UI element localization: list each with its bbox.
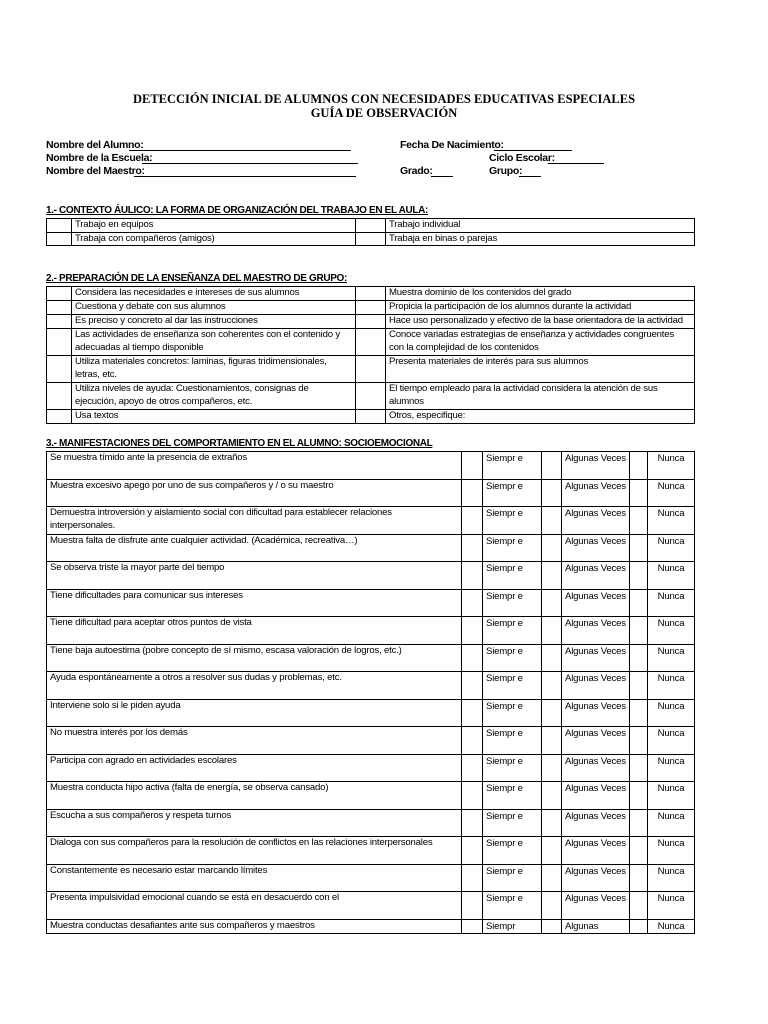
option-algunas-veces: Algunas Veces xyxy=(562,809,630,837)
option-label: Presenta materiales de interés para sus alumnos xyxy=(386,356,695,383)
behavior-label: Muestra excesivo apego por uno de sus compañeros y / o su maestro xyxy=(47,479,462,507)
option-nunca: Nunca xyxy=(648,479,695,507)
option-label: Considera las necesidades e intereses de sus alumnos xyxy=(72,287,356,301)
checkbox-cell[interactable] xyxy=(542,617,562,645)
checkbox-cell[interactable] xyxy=(542,754,562,782)
checkbox-cell[interactable] xyxy=(356,232,386,246)
behavior-label: No muestra interés por los demás xyxy=(47,727,462,755)
checkbox-cell[interactable] xyxy=(630,892,648,920)
option-siempre: Siempr e xyxy=(483,782,542,810)
option-label: Trabaja en binas o parejas xyxy=(386,232,695,246)
option-algunas-veces: Algunas Veces xyxy=(562,892,630,920)
checkbox-cell[interactable] xyxy=(462,507,483,535)
checkbox-cell[interactable] xyxy=(630,452,648,480)
option-nunca: Nunca xyxy=(648,837,695,865)
option-siempre: Siempr e xyxy=(483,892,542,920)
option-label: El tiempo empleado para la actividad considera la atención de sus alumnos xyxy=(386,383,695,410)
checkbox-cell[interactable] xyxy=(542,452,562,480)
behavior-label: Muestra falta de disfrute ante cualquier actividad. (Académica, recreativa…) xyxy=(47,534,462,562)
document-title: DETECCIÓN INICIAL DE ALUMNOS CON NECESIDADES EDUCATIVAS ESPECIALES xyxy=(132,92,636,106)
checkbox-cell[interactable] xyxy=(630,562,648,590)
checkbox-cell[interactable] xyxy=(462,562,483,590)
option-algunas-veces: Algunas Veces xyxy=(562,864,630,892)
checkbox-cell[interactable] xyxy=(462,644,483,672)
checkbox-cell[interactable] xyxy=(47,383,72,410)
table-row xyxy=(47,699,695,727)
checkbox-cell[interactable] xyxy=(542,809,562,837)
option-algunas-veces: Algunas Veces xyxy=(562,699,630,727)
birthdate-label: Fecha De Nacimiento: xyxy=(400,139,504,151)
option-nunca: Nunca xyxy=(648,672,695,700)
option-algunas-veces: Algunas Veces xyxy=(562,644,630,672)
option-label: Las actividades de enseñanza son coherentes con el contenido y adecuadas al tiempo disponible xyxy=(72,329,356,356)
option-nunca: Nunca xyxy=(648,617,695,645)
behavior-label: Demuestra introversión y aislamiento social con dificultad para establecer relaciones interpersonales. xyxy=(47,507,462,535)
table-row xyxy=(47,287,695,301)
table-row xyxy=(47,589,695,617)
option-label: Trabajo individual xyxy=(386,219,695,233)
option-algunas-veces: Algunas Veces xyxy=(562,452,630,480)
option-algunas-veces: Algunas Veces xyxy=(562,617,630,645)
checkbox-cell[interactable] xyxy=(47,329,72,356)
option-algunas-veces: Algunas xyxy=(562,919,630,934)
option-siempre: Siempr e xyxy=(483,754,542,782)
group-field[interactable] xyxy=(519,176,541,177)
option-siempre: Siempr e xyxy=(483,589,542,617)
student-name-label: Nombre del Alumno: xyxy=(46,139,144,151)
checkbox-cell[interactable] xyxy=(356,410,386,424)
table-row xyxy=(47,507,695,535)
document-subtitle: GUÍA DE OBSERVACIÓN xyxy=(310,106,458,120)
option-label: Conoce variadas estrategias de enseñanza y actividades congruentes con la complejidad de los contenidos xyxy=(386,329,695,356)
student-name-field[interactable] xyxy=(129,150,351,151)
teaching-preparation-table xyxy=(46,286,695,424)
option-algunas-veces: Algunas Veces xyxy=(562,754,630,782)
checkbox-cell[interactable] xyxy=(462,919,483,934)
checkbox-cell[interactable] xyxy=(356,356,386,383)
behavior-label: Interviene solo si le piden ayuda xyxy=(47,699,462,727)
table-row xyxy=(47,892,695,920)
table-row xyxy=(47,232,695,246)
table-row xyxy=(47,301,695,315)
option-label: Usa textos xyxy=(72,410,356,424)
checkbox-cell[interactable] xyxy=(542,644,562,672)
table-row xyxy=(47,315,695,329)
option-label: Utiliza niveles de ayuda: Cuestionamientos, consignas de ejecución, apoyo de otros compañeros, etc. xyxy=(72,383,356,410)
classroom-context-table xyxy=(46,218,695,246)
option-algunas-veces: Algunas Veces xyxy=(562,672,630,700)
checkbox-cell[interactable] xyxy=(462,699,483,727)
checkbox-cell[interactable] xyxy=(47,232,72,246)
checkbox-cell[interactable] xyxy=(630,507,648,535)
option-nunca: Nunca xyxy=(648,754,695,782)
checkbox-cell[interactable] xyxy=(542,837,562,865)
behavior-label: Dialoga con sus compañeros para la resolución de conflictos en las relaciones interpersonales xyxy=(47,837,462,865)
table-row xyxy=(47,782,695,810)
checkbox-cell[interactable] xyxy=(630,699,648,727)
option-siempre: Siempr e xyxy=(483,809,542,837)
option-algunas-veces: Algunas Veces xyxy=(562,534,630,562)
option-algunas-veces: Algunas Veces xyxy=(562,727,630,755)
option-nunca: Nunca xyxy=(648,699,695,727)
checkbox-cell[interactable] xyxy=(462,589,483,617)
behavior-label: Escucha a sus compañeros y respeta turnos xyxy=(47,809,462,837)
checkbox-cell[interactable] xyxy=(542,864,562,892)
option-label: Hace uso personalizado y efectivo de la base orientadora de la actividad xyxy=(386,315,695,329)
option-siempre: Siempr e xyxy=(483,562,542,590)
checkbox-cell[interactable] xyxy=(356,329,386,356)
checkbox-cell[interactable] xyxy=(542,589,562,617)
checkbox-cell[interactable] xyxy=(462,837,483,865)
table-row xyxy=(47,644,695,672)
grade-field[interactable] xyxy=(431,176,453,177)
checkbox-cell[interactable] xyxy=(47,301,72,315)
checkbox-cell[interactable] xyxy=(356,301,386,315)
checkbox-cell[interactable] xyxy=(356,219,386,233)
checkbox-cell[interactable] xyxy=(462,727,483,755)
behavior-label: Participa con agrado en actividades escolares xyxy=(47,754,462,782)
table-row xyxy=(47,562,695,590)
table-row xyxy=(47,919,695,934)
socioemotional-behavior-table xyxy=(46,451,695,934)
option-siempre: Siempr e xyxy=(483,727,542,755)
checkbox-cell[interactable] xyxy=(542,892,562,920)
checkbox-cell[interactable] xyxy=(630,727,648,755)
option-algunas-veces: Algunas Veces xyxy=(562,507,630,535)
checkbox-cell[interactable] xyxy=(630,644,648,672)
checkbox-cell[interactable] xyxy=(462,452,483,480)
option-siempre: Siempr e xyxy=(483,699,542,727)
table-row xyxy=(47,329,695,356)
checkbox-cell[interactable] xyxy=(542,699,562,727)
option-siempre: Siempr e xyxy=(483,864,542,892)
checkbox-cell[interactable] xyxy=(630,754,648,782)
teacher-name-label: Nombre del Maestro: xyxy=(46,165,145,177)
option-label: Otros, especifique: xyxy=(386,410,695,424)
option-nunca: Nunca xyxy=(648,864,695,892)
behavior-label: Tiene dificultades para comunicar sus intereses xyxy=(47,589,462,617)
option-label: Cuestiona y debate con sus alumnos xyxy=(72,301,356,315)
option-nunca: Nunca xyxy=(648,809,695,837)
checkbox-cell[interactable] xyxy=(630,589,648,617)
option-nunca: Nunca xyxy=(648,452,695,480)
checkbox-cell[interactable] xyxy=(542,534,562,562)
option-label: Trabajo en equipos xyxy=(72,219,356,233)
school-name-field[interactable] xyxy=(142,163,358,164)
behavior-label: Constantemente es necesario estar marcando límites xyxy=(47,864,462,892)
option-algunas-veces: Algunas Veces xyxy=(562,589,630,617)
option-nunca: Nunca xyxy=(648,892,695,920)
checkbox-cell[interactable] xyxy=(47,219,72,233)
teacher-name-field[interactable] xyxy=(134,176,356,177)
option-label: Trabaja con compañeros (amigos) xyxy=(72,232,356,246)
checkbox-cell[interactable] xyxy=(542,919,562,934)
option-siempre: Siempr e xyxy=(483,479,542,507)
section-1-title: 1.- CONTEXTO ÁULICO: LA FORMA DE ORGANIZACIÓN DEL TRABAJO EN EL AULA: xyxy=(46,205,428,216)
option-siempre: Siempr e xyxy=(483,837,542,865)
option-algunas-veces: Algunas Veces xyxy=(562,479,630,507)
table-row xyxy=(47,452,695,480)
behavior-label: Muestra conducta hipo activa (falta de energía, se observa cansado) xyxy=(47,782,462,810)
checkbox-cell[interactable] xyxy=(462,479,483,507)
checkbox-cell[interactable] xyxy=(542,727,562,755)
checkbox-cell[interactable] xyxy=(462,672,483,700)
table-row xyxy=(47,219,695,233)
checkbox-cell[interactable] xyxy=(630,837,648,865)
checkbox-cell[interactable] xyxy=(356,287,386,301)
table-row xyxy=(47,356,695,383)
checkbox-cell[interactable] xyxy=(356,315,386,329)
option-nunca: Nunca xyxy=(648,727,695,755)
checkbox-cell[interactable] xyxy=(47,315,72,329)
checkbox-cell[interactable] xyxy=(462,892,483,920)
checkbox-cell[interactable] xyxy=(462,864,483,892)
table-row xyxy=(47,809,695,837)
checkbox-cell[interactable] xyxy=(47,356,72,383)
option-nunca: Nunca xyxy=(648,562,695,590)
table-row xyxy=(47,672,695,700)
checkbox-cell[interactable] xyxy=(47,410,72,424)
behavior-rows xyxy=(47,452,695,934)
checkbox-cell[interactable] xyxy=(630,479,648,507)
checkbox-cell[interactable] xyxy=(542,507,562,535)
checkbox-cell[interactable] xyxy=(630,809,648,837)
behavior-label: Se observa triste la mayor parte del tiempo xyxy=(47,562,462,590)
option-nunca: Nunca xyxy=(648,782,695,810)
option-siempre: Siempr e xyxy=(483,617,542,645)
behavior-label: Tiene dificultad para aceptar otros puntos de vista xyxy=(47,617,462,645)
checkbox-cell[interactable] xyxy=(462,754,483,782)
behavior-label: Presenta impulsividad emocional cuando se está en desacuerdo con el xyxy=(47,892,462,920)
table-row xyxy=(47,864,695,892)
checkbox-cell[interactable] xyxy=(630,672,648,700)
checkbox-cell[interactable] xyxy=(630,534,648,562)
option-siempre: Siempr e xyxy=(483,672,542,700)
option-algunas-veces: Algunas Veces xyxy=(562,782,630,810)
section-3-title: 3.- MANIFESTACIONES DEL COMPORTAMIENTO EN EL ALUMNO: SOCIOEMOCIONAL xyxy=(46,438,433,449)
table-row xyxy=(47,534,695,562)
checkbox-cell[interactable] xyxy=(630,782,648,810)
option-nunca: Nunca xyxy=(648,919,695,934)
checkbox-cell[interactable] xyxy=(630,864,648,892)
table-row xyxy=(47,727,695,755)
behavior-label: Muestra conductas desafiantes ante sus compañeros y maestros xyxy=(47,919,462,934)
school-year-field[interactable] xyxy=(548,163,604,164)
grade-label: Grado: xyxy=(400,165,433,177)
checkbox-cell[interactable] xyxy=(630,919,648,934)
option-nunca: Nunca xyxy=(648,534,695,562)
checkbox-cell[interactable] xyxy=(630,617,648,645)
checkbox-cell[interactable] xyxy=(47,287,72,301)
checkbox-cell[interactable] xyxy=(542,562,562,590)
section-2-title: 2.- PREPARACIÓN DE LA ENSEÑANZA DEL MAESTRO DE GRUPO: xyxy=(46,273,347,284)
school-year-label: Ciclo Escolar: xyxy=(489,152,555,164)
school-name-label: Nombre de la Escuela: xyxy=(46,152,153,164)
option-siempre: Siempr e xyxy=(483,644,542,672)
checkbox-cell[interactable] xyxy=(542,672,562,700)
table-row xyxy=(47,479,695,507)
checkbox-cell[interactable] xyxy=(462,534,483,562)
option-siempre: Siempr e xyxy=(483,507,542,535)
option-algunas-veces: Algunas Veces xyxy=(562,837,630,865)
behavior-label: Ayuda espontáneamente a otros a resolver sus dudas y problemas, etc. xyxy=(47,672,462,700)
behavior-label: Tiene baja autoestima (pobre concepto de sí mismo, escasa valoración de logros, etc.) xyxy=(47,644,462,672)
group-label: Grupo: xyxy=(489,165,523,177)
checkbox-cell[interactable] xyxy=(356,383,386,410)
table-row xyxy=(47,383,695,410)
table-row xyxy=(47,754,695,782)
option-label: Muestra dominio de los contenidos del grado xyxy=(386,287,695,301)
option-algunas-veces: Algunas Veces xyxy=(562,562,630,590)
checkbox-cell[interactable] xyxy=(462,782,483,810)
checkbox-cell[interactable] xyxy=(542,782,562,810)
option-label: Es preciso y concreto al dar las instrucciones xyxy=(72,315,356,329)
table-row xyxy=(47,837,695,865)
option-siempre: Siempr xyxy=(483,919,542,934)
table-row xyxy=(47,617,695,645)
behavior-label: Se muestra tímido ante la presencia de extraños xyxy=(47,452,462,480)
checkbox-cell[interactable] xyxy=(462,809,483,837)
option-label: Propicia la participación de los alumnos durante la actividad xyxy=(386,301,695,315)
option-nunca: Nunca xyxy=(648,644,695,672)
checkbox-cell[interactable] xyxy=(462,617,483,645)
table-row xyxy=(47,410,695,424)
option-siempre: Siempr e xyxy=(483,452,542,480)
option-nunca: Nunca xyxy=(648,589,695,617)
option-label: Utiliza materiales concretos: laminas, figuras tridimensionales, letras, etc. xyxy=(72,356,356,383)
option-nunca: Nunca xyxy=(648,507,695,535)
option-siempre: Siempr e xyxy=(483,534,542,562)
birthdate-field[interactable] xyxy=(494,150,572,151)
checkbox-cell[interactable] xyxy=(542,479,562,507)
